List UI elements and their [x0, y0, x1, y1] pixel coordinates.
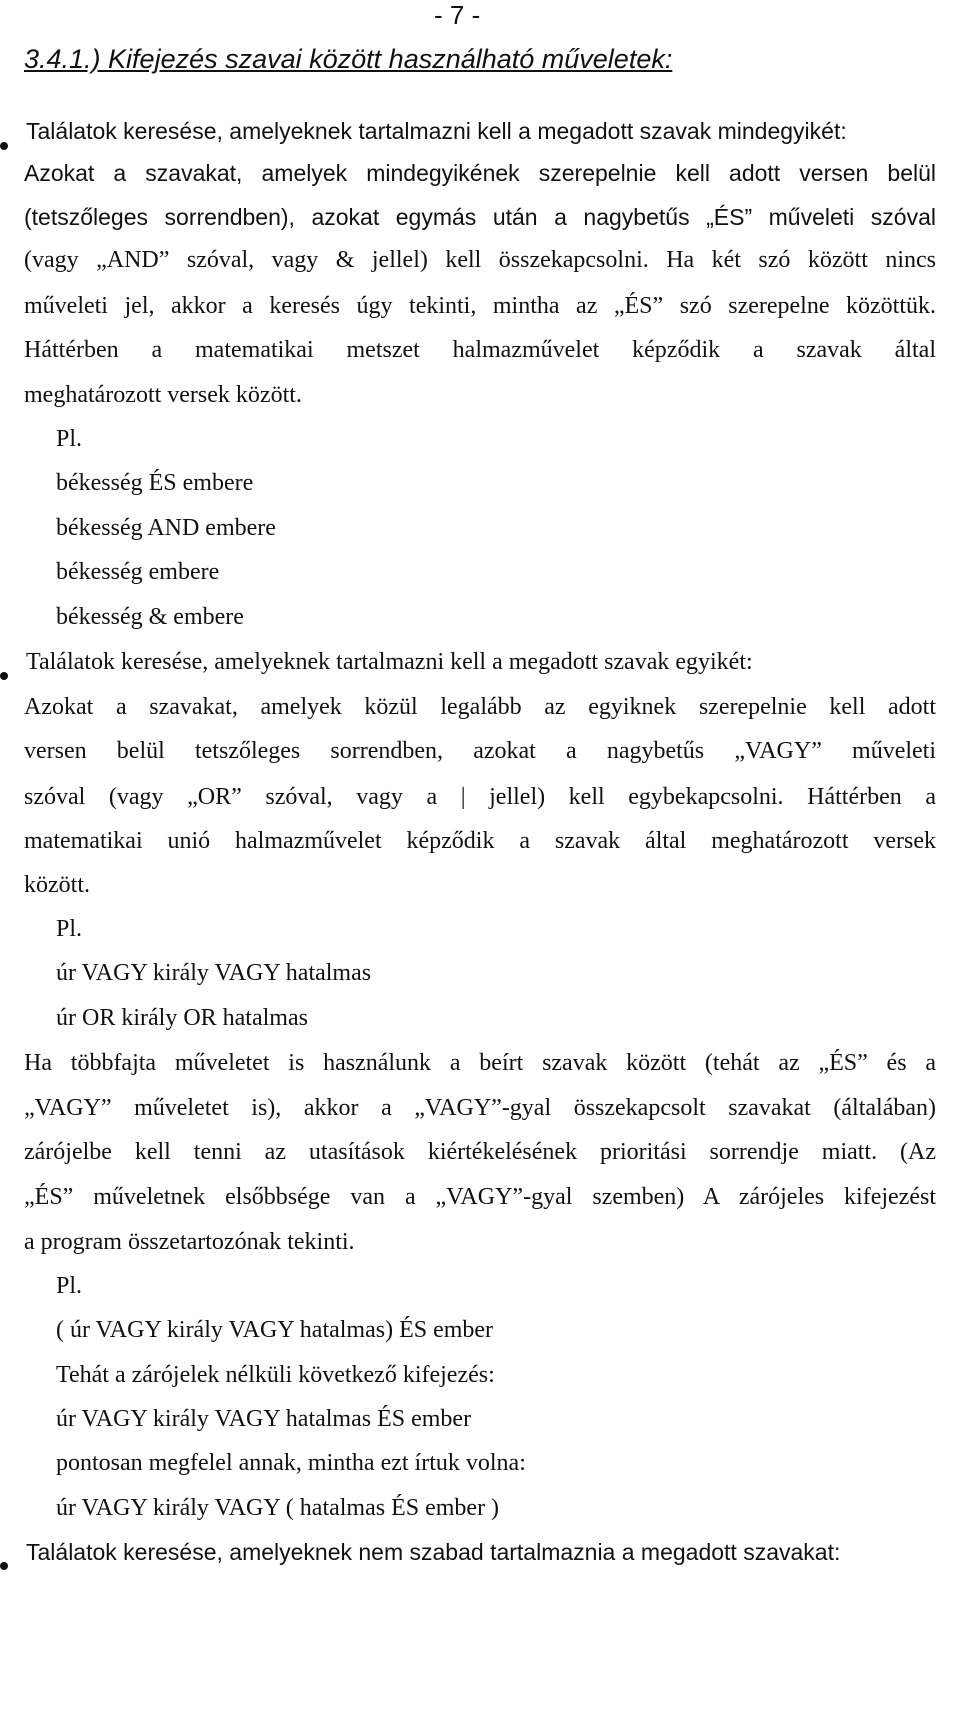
example-label: Pl.: [56, 1273, 83, 1299]
paragraph-line: (tetszőleges sorrendben), azokat egymás után a nagybetűs „ÉS” műveleti szóval: [24, 204, 936, 230]
bullet-title-and: Találatok keresése, amelyeknek tartalmazni kell a megadott szavak mindegyikét:: [26, 118, 847, 144]
example-line: békesség embere: [56, 559, 220, 585]
bullet-title-not: Találatok keresése, amelyeknek nem szabad tartalmaznia a megadott szavakat:: [26, 1539, 841, 1565]
paragraph-line: műveleti jel, akkor a keresés úgy tekinti, mintha az „ÉS” szó szerepelne közöttük.: [24, 293, 936, 319]
paragraph-line: Azokat a szavakat, amelyek közül legalább az egyiknek szerepelnie kell adott: [24, 694, 936, 720]
section-heading: 3.4.1.) Kifejezés szavai között használható műveletek:: [24, 44, 673, 74]
example-line: békesség & embere: [56, 604, 244, 630]
bullet-dot: [0, 1562, 8, 1570]
example-line: úr VAGY király VAGY hatalmas: [56, 960, 372, 986]
paragraph-line: versen belül tetszőleges sorrendben, azokat a nagybetűs „VAGY” műveleti: [24, 738, 936, 764]
bullet-dot: [0, 142, 8, 150]
example-label: Pl.: [56, 426, 83, 452]
paragraph-line: Háttérben a matematikai metszet halmazművelet képződik a szavak által: [24, 337, 936, 363]
paragraph-line: Azokat a szavakat, amelyek mindegyikének szerepelnie kell adott versen belül: [24, 160, 936, 186]
paragraph-line: matematikai unió halmazművelet képződik a szavak által meghatározott versek: [24, 828, 936, 854]
example-line: békesség AND embere: [56, 515, 276, 541]
paragraph-line: (vagy „AND” szóval, vagy & jellel) kell összekapcsolni. Ha két szó között nincs: [24, 247, 936, 273]
example-line: úr VAGY király VAGY hatalmas ÉS ember: [56, 1406, 472, 1432]
paragraph-line: szóval (vagy „OR” szóval, vagy a | jellel) kell egybekapcsolni. Háttérben a: [24, 784, 936, 810]
paragraph-line: meghatározott versek között.: [24, 382, 302, 408]
paragraph-line: között.: [24, 872, 90, 898]
example-label: Pl.: [56, 916, 83, 942]
page-number: - 7 -: [434, 0, 481, 30]
example-line: úr VAGY király VAGY ( hatalmas ÉS ember ): [56, 1495, 500, 1521]
example-line: ( úr VAGY király VAGY hatalmas) ÉS ember: [56, 1317, 494, 1343]
example-line: pontosan megfelel annak, mintha ezt írtuk volna:: [56, 1450, 526, 1476]
paragraph-line: a program összetartozónak tekinti.: [24, 1229, 355, 1255]
example-line: úr OR király OR hatalmas: [56, 1005, 308, 1031]
bullet-title-or: Találatok keresése, amelyeknek tartalmazni kell a megadott szavak egyikét:: [26, 649, 753, 675]
example-line: Tehát a zárójelek nélküli következő kifejezés:: [56, 1362, 495, 1388]
paragraph-line: Ha többfajta műveletet is használunk a beírt szavak között (tehát az „ÉS” és a: [24, 1050, 936, 1076]
paragraph-line: „ÉS” műveletnek elsőbbsége van a „VAGY”-gyal szemben) A zárójeles kifejezést: [24, 1184, 936, 1210]
bullet-dot: [0, 672, 8, 680]
example-line: békesség ÉS embere: [56, 470, 254, 496]
paragraph-line: „VAGY” műveletet is), akkor a „VAGY”-gyal összekapcsolt szavakat (általában): [24, 1095, 936, 1121]
paragraph-line: zárójelbe kell tenni az utasítások kiértékelésének prioritási sorrendje miatt. (Az: [24, 1139, 936, 1165]
